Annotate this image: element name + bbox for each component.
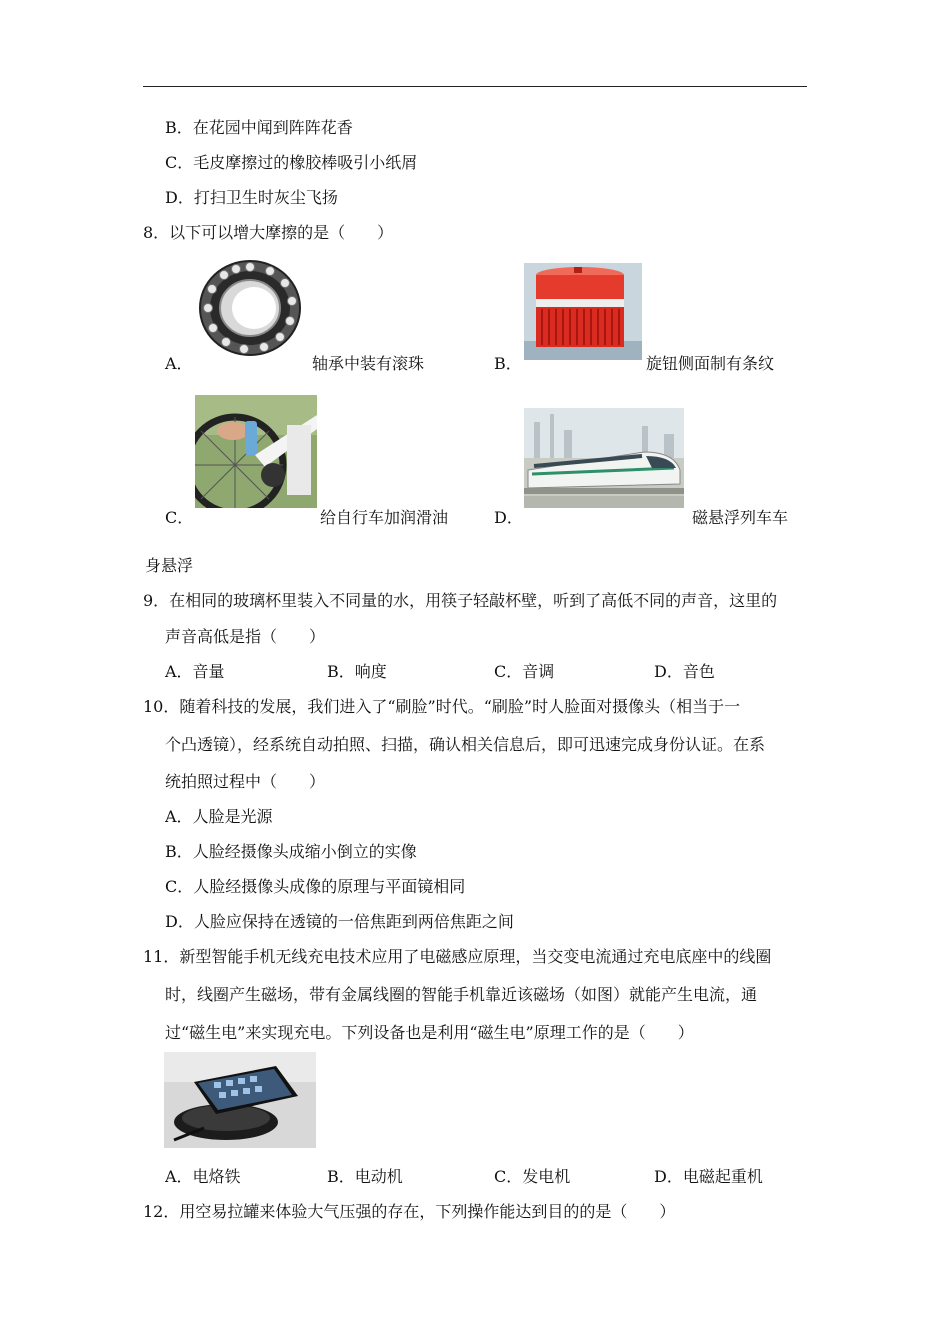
q9-option-b: B．响度 (327, 662, 387, 681)
header-rule (143, 86, 807, 87)
q11-option-c: C．发电机 (494, 1167, 571, 1186)
q8-option-c-text: 给自行车加润滑油 (320, 508, 449, 527)
q10-line-3: 统拍照过程中（ ） (165, 772, 326, 791)
q8-option-d-wrap: 身悬浮 (145, 556, 194, 575)
q11-option-a: A．电烙铁 (165, 1167, 241, 1186)
q11-line-3: 过“磁生电”来实现充电。下列设备也是利用“磁生电”原理工作的是（ ） (165, 1023, 694, 1042)
q8-option-c-letter: C． (165, 508, 194, 527)
q8-option-d-text: 磁悬浮列车车 (692, 508, 789, 527)
wireless-charger-image (164, 1052, 316, 1148)
q9-option-d: D．音色 (654, 662, 715, 681)
q12-line-1: 12．用空易拉罐来体验大气压强的存在，下列操作能达到目的的是（ ） (143, 1202, 676, 1221)
knob-image (524, 263, 642, 360)
q8-option-a-letter: A． (165, 354, 193, 373)
q7-option-c: C．毛皮摩擦过的橡胶棒吸引小纸屑 (165, 153, 418, 172)
q10-line-2: 个凸透镜），经系统自动拍照、扫描，确认相关信息后，即可迅速完成身份认证。在系 (165, 735, 766, 754)
bearing-image (194, 256, 306, 360)
q9-option-c: C．音调 (494, 662, 555, 681)
q8-option-a-text: 轴承中装有滚珠 (312, 354, 425, 373)
bicycle-oil-image (195, 395, 317, 508)
q10-option-c: C．人脸经摄像头成像的原理与平面镜相同 (165, 877, 466, 896)
q8-option-b-text: 旋钮侧面制有条纹 (646, 354, 775, 373)
q11-line-2: 时，线圈产生磁场，带有金属线圈的智能手机靠近该磁场（如图）就能产生电流，通 (165, 985, 758, 1004)
q11-line-1: 11．新型智能手机无线充电技术应用了电磁感应原理，当交变电流通过充电底座中的线圈 (143, 947, 772, 966)
q8-option-d-letter: D． (494, 508, 523, 527)
q11-option-b: B．电动机 (327, 1167, 403, 1186)
q7-option-b: B．在花园中闻到阵阵花香 (165, 118, 353, 137)
q10-option-a: A．人脸是光源 (165, 807, 273, 826)
q8-option-b-letter: B． (494, 354, 522, 373)
q9-option-a: A．音量 (165, 662, 225, 681)
maglev-train-image (524, 408, 684, 508)
q9-line-2: 声音高低是指（ ） (165, 627, 326, 646)
q10-line-1: 10．随着科技的发展，我们进入了“刷脸”时代。“刷脸”时人脸面对摄像头（相当于一 (143, 697, 741, 716)
q9-line-1: 9．在相同的玻璃杯里装入不同量的水，用筷子轻敲杯壁，听到了高低不同的声音，这里的 (143, 591, 778, 610)
q7-option-d: D．打扫卫生时灰尘飞扬 (165, 188, 338, 207)
q11-option-d: D．电磁起重机 (654, 1167, 763, 1186)
q10-option-b: B．人脸经摄像头成缩小倒立的实像 (165, 842, 417, 861)
q8-stem: 8．以下可以增大摩擦的是（ ） (143, 223, 394, 242)
q10-option-d: D．人脸应保持在透镜的一倍焦距到两倍焦距之间 (165, 912, 514, 931)
